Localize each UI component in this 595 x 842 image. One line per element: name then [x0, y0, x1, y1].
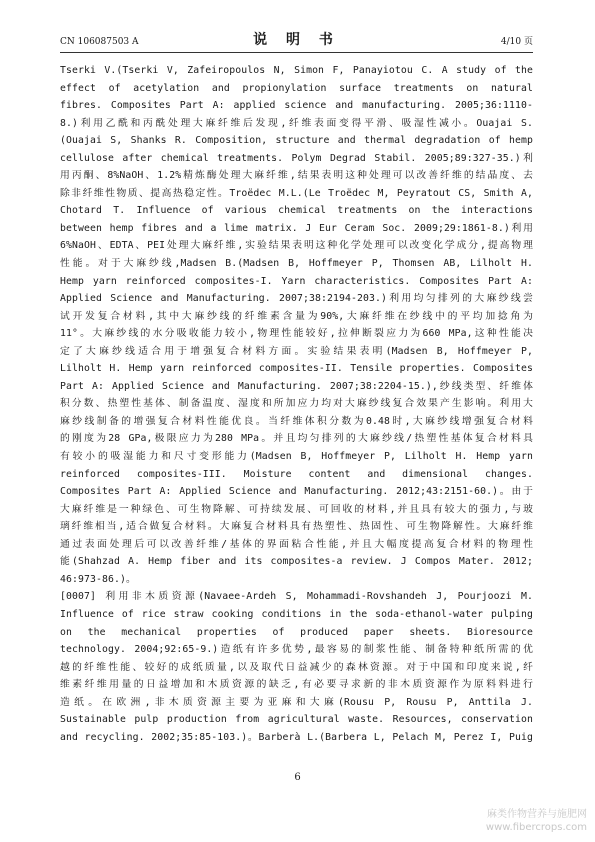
text-line: 11°。大麻纱线的水分吸收能力较小,物理性能较好,拉伸断裂应力为660 MPa,这种性能决 [60, 328, 533, 340]
body-text [60, 62, 533, 746]
text-line: 试开发复合材料,其中大麻纱线的纤维素含量为90%,大麻纤维在纱线中的平均加捻角为 [60, 310, 533, 322]
text-line: effect of acetylation and propionylation surface treatments on natural [60, 82, 533, 94]
text-line: Applied Science and Manufacturing. 2007;38:2194-203.)利用均匀排列的大麻纱线尝 [60, 293, 533, 305]
text-line: Composites Part A: Applied Science and Manufacturing. 2012;43:2151-60.)。由于 [60, 486, 533, 498]
watermark-title: 麻类作物营养与施肥网 [487, 809, 587, 820]
text-line: Sustainable pulp production from agricultural waste. Resources, conservation [60, 714, 533, 726]
text-line: Hemp yarn reinforced composites-I. Yarn characteristics. Composites Part A: [60, 275, 533, 287]
text-line: Tserki V.(Tserki V, Zafeiropoulos N, Simon F, Panayiotou C. A study of the [60, 65, 533, 76]
page-header [60, 28, 533, 53]
text-line: 用丙酮、8%NaOH、1.2%精炼酶处理大麻纤维,结果表明这种处理可以改善纤维的结晶度、去 [60, 170, 533, 182]
text-line: Influence of rice straw cooking conditions in the soda-ethanol-water pulping [60, 608, 533, 620]
text-line: 46:973-86.)。 [60, 573, 136, 585]
text-line: and recycling. 2002;35:85-103.)。Barberà L.(Barbera L, Pelach M, Perez I, Puig [60, 731, 533, 743]
text-line: 大麻纤维是一种绿色、可生物降解、可持续发展、可回收的材料,并且具有较大的强力,与玻 [60, 503, 533, 515]
text-line: on the mechanical properties of produced paper sheets. Bioresource [60, 626, 533, 638]
text-line: Chotard T. Influence of various chemical treatments on the interactions [60, 205, 533, 217]
watermark-url: www.fibercrops.com [485, 822, 587, 833]
watermark [486, 808, 587, 834]
text-line: 能(Shahzad A. Hemp fiber and its composites-a review. J Compos Mater. 2012; [60, 556, 533, 568]
text-line: 性能。对于大麻纱线,Madsen B.(Madsen B, Hoffmeyer P, Thomsen AB, Lilholt H. [60, 258, 533, 270]
text-line: 8.)利用乙酰和丙酰处理大麻纤维后发现,纤维表面变得平滑、吸湿性减小。Ouajai S. [60, 117, 533, 129]
text-line: cellulose after chemical treatments. Polym Degrad Stabil. 2005;89:327-35.)利 [60, 152, 533, 164]
text-line: (Ouajai S, Shanks R. Composition, structure and thermal degradation of hemp [60, 135, 533, 147]
page-indicator: 4/10 页 [500, 37, 533, 47]
text-line: [0007] 利用非木质资源(Navaee-Ardeh S, Mohammadi-Rovshandeh J, Pourjoozi M. [60, 591, 533, 603]
text-line: 定了大麻纱线适合用于增强复合材料方面。实验结果表明(Madsen B, Hoffmeyer P, [60, 345, 533, 357]
text-line: 6%NaOH、EDTA、PEI处理大麻纤维,实验结果表明这种化学处理可以改变化学成分,提高物理 [60, 240, 533, 252]
text-line: reinforced composites-III. Moisture content and dimensional changes. [60, 468, 533, 480]
text-line: technology. 2004;92:65-9.)造纸有许多优势,最容易的制浆性能、制备特种纸所需的优 [60, 644, 533, 656]
text-line: between hemp fibres and a lime matrix. J Eur Ceram Soc. 2009;29:1861-8.)利用 [60, 222, 533, 234]
text-line: 麻纱线制备的增强复合材料性能优良。当纤维体积分数为0.48时,大麻纱线增强复合材料 [60, 415, 533, 427]
text-line: 的刚度为28 GPa,极限应力为280 MPa。并且均匀排列的大麻纱线/热塑性基体复合材料具 [60, 433, 533, 445]
patent-number: CN 106087503 A [60, 37, 139, 47]
page-number: 6 [294, 772, 301, 783]
text-line: 璃纤维相当,适合做复合材料。大麻复合材料具有热塑性、热固性、可生物降解性。大麻纤维 [60, 521, 533, 533]
text-line: 通过表面处理后可以改善纤维/基体的界面粘合性能,并且大幅度提高复合材料的物理性 [60, 538, 533, 550]
text-line: 有较小的吸湿能力和尺寸变形能力(Madsen B, Hoffmeyer P, Lilholt H. Hemp yarn [60, 451, 533, 463]
text-line: 造纸。在欧洲,非木质资源主要为亚麻和大麻(Rousu P, Rousu P, Anttila J. [60, 696, 533, 708]
text-line: Part A: Applied Science and Manufacturing. 2007;38:2204-15.),纱线类型、纤维体 [60, 380, 533, 392]
text-line: Lilholt H. Hemp yarn reinforced composites-II. Tensile properties. Composites [60, 363, 533, 375]
document-title: 说 明 书 [253, 32, 340, 48]
text-line: 越的纤维性能、较好的成纸质量,以及取代日益减少的森林资源。对于中国和印度来说,纤 [60, 661, 533, 673]
text-line: fibres. Composites Part A: applied science and manufacturing. 2005;36:1110- [60, 100, 533, 112]
text-line: 维素纤维用量的日益增加和木质资源的缺乏,有必要寻求新的非木质资源作为原料料进行 [60, 679, 533, 691]
text-line: 除非纤维性物质、提高热稳定性。Troëdec M.L.(Le Troëdec M, Peyratout CS, Smith A, [60, 187, 533, 199]
text-line: 积分数、热塑性基体、制备温度、湿度和所加应力均对大麻纱线复合效果产生影响。利用大 [60, 398, 533, 410]
